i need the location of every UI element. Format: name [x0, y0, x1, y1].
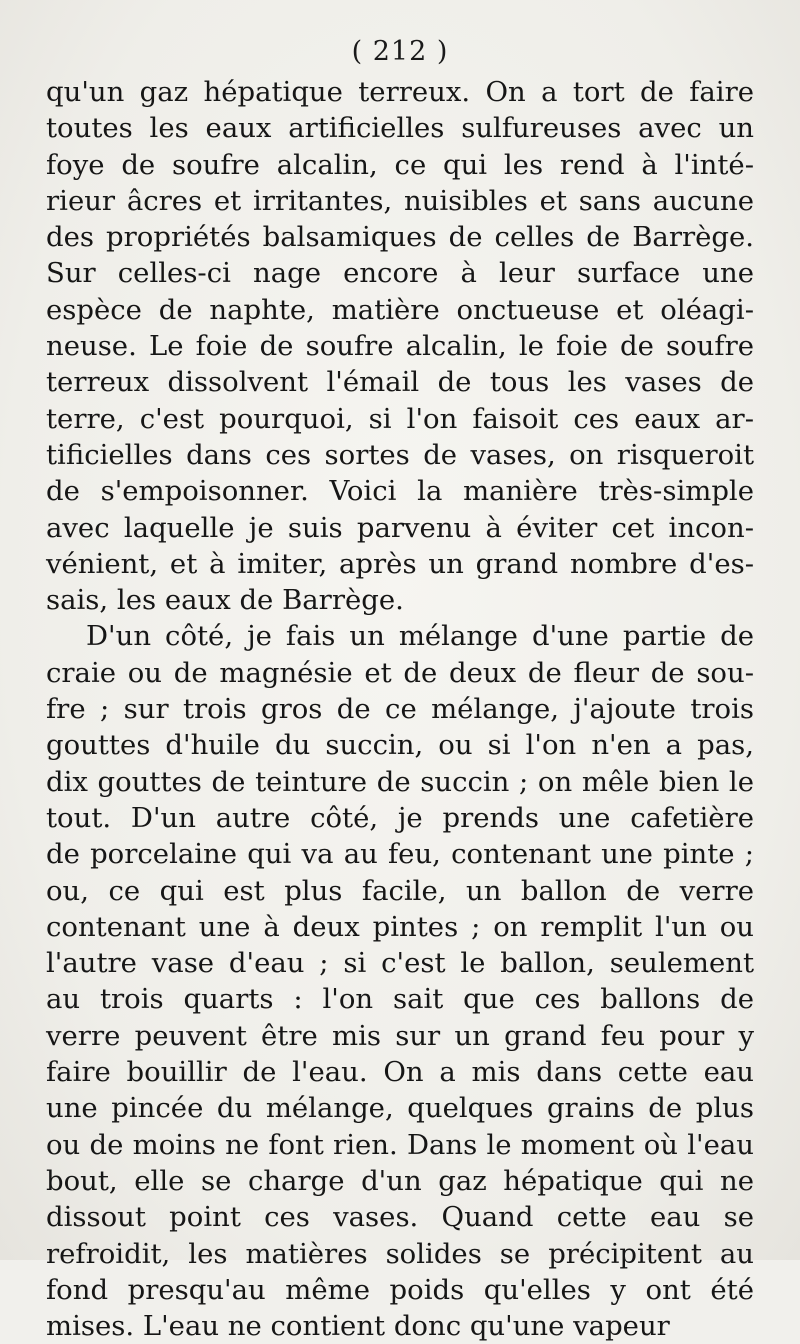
text-line: fre ; sur trois gros de ce mélange, j'ajoute trois	[46, 693, 754, 726]
body-text	[46, 74, 754, 1344]
text-line: dix gouttes de teinture de succin ; on mêle bien le	[46, 765, 754, 798]
text-line: dissout point ces vases. Quand cette eau se	[46, 1201, 754, 1234]
text-line: de porcelaine qui va au feu, contenant une pinte ;	[46, 838, 754, 871]
text-line: toutes les eaux artificielles sulfureuses avec un	[46, 112, 754, 145]
text-line: gouttes d'huile du succin, ou si l'on n'en a pas,	[46, 729, 754, 762]
paragraph-2	[46, 618, 754, 1344]
text-line: fond presqu'au même poids qu'elles y ont été	[46, 1273, 754, 1306]
text-line: neuse. Le foie de soufre alcalin, le foie de soufre	[46, 330, 754, 363]
text-line: l'autre vase d'eau ; si c'est le ballon, seulement	[46, 947, 754, 980]
page-number: ( 212 )	[351, 36, 449, 67]
text-line: bout, elle se charge d'un gaz hépatique qui ne	[46, 1164, 754, 1197]
text-line: terreux dissolvent l'émail de tous les vases de	[46, 366, 754, 399]
text-line: qu'un gaz hépatique terreux. On a tort de faire	[46, 76, 754, 108]
text-line: tout. D'un autre côté, je prends une cafetière	[46, 801, 754, 834]
text-line: avec laquelle je suis parvenu à éviter cet incon-	[46, 511, 754, 544]
text-line: mises. L'eau ne contient donc qu'une vapeur	[46, 1310, 670, 1343]
text-line: tificielles dans ces sortes de vases, on risqueroit	[46, 438, 754, 471]
text-line: une pincée du mélange, quelques grains de plus	[46, 1092, 754, 1125]
text-line: ou de moins ne font rien. Dans le moment où l'eau	[46, 1128, 754, 1161]
text-line: vénient, et à imiter, après un grand nombre d'es-	[46, 547, 754, 580]
text-line: sais, les eaux de Barrège.	[46, 584, 404, 617]
text-line: foye de soufre alcalin, ce qui les rend à l'inté-	[46, 148, 754, 181]
text-line: contenant une à deux pintes ; on remplit l'un ou	[46, 910, 754, 943]
text-line: Sur celles-ci nage encore à leur surface une	[46, 257, 754, 290]
text-line: faire bouillir de l'eau. On a mis dans cette eau	[46, 1056, 754, 1089]
text-line: verre peuvent être mis sur un grand feu pour y	[46, 1019, 754, 1052]
text-line: refroidit, les matières solides se précipitent au	[46, 1237, 754, 1270]
text-line: terre, c'est pourquoi, si l'on faisoit ces eaux ar-	[46, 402, 754, 435]
text-line: craie ou de magnésie et de deux de fleur de sou-	[46, 656, 754, 689]
text-line: ou, ce qui est plus facile, un ballon de verre	[46, 874, 754, 907]
text-line: de s'empoisonner. Voici la manière très-simple	[46, 475, 754, 508]
text-line: des propriétés balsamiques de celles de Barrège.	[46, 221, 754, 254]
paragraph-1	[46, 74, 754, 618]
text-line: au trois quarts : l'on sait que ces ballons de	[46, 983, 754, 1016]
text-line: D'un côté, je fais un mélange d'une partie de	[86, 620, 754, 653]
text-line: espèce de naphte, matière onctueuse et oléagi-	[46, 293, 754, 326]
text-line: rieur âcres et irritantes, nuisibles et sans aucune	[46, 184, 754, 217]
